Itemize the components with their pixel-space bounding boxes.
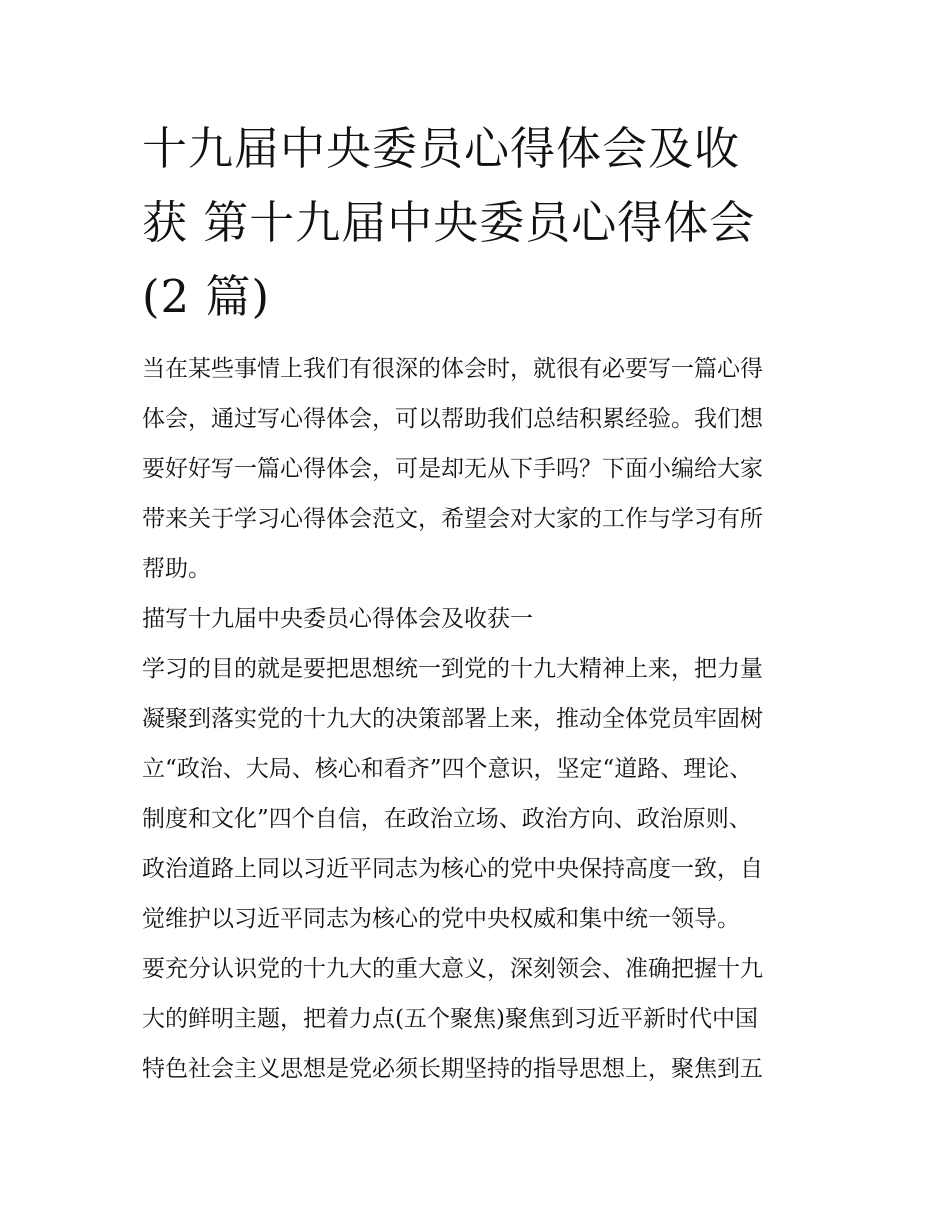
- intro-paragraph: 当在某些事情上我们有很深的体会时，就很有必要写一篇心得 体会，通过写心得体会，可以帮助我们总结积累经验。我们想 要好好写一篇心得体会，可是却无从下手吗？下面小编给大家 带来关于学习心得体会范文，希望会对大家的工作与学习有所 帮助。: [142, 356, 763, 582]
- document-content: [142, 112, 812, 1094]
- body-paragraph-2: 要充分认识党的十九大的重大意义，深刻领会、准确把握十九 大的鲜明主题，把着力点(五个聚焦)聚焦到习近平新时代中国 特色社会主义思想是党必须长期坚持的指导思想上，聚焦到五: [142, 956, 763, 1082]
- section-heading: 描写十九届中央委员心得体会及收获一: [142, 606, 533, 632]
- body-paragraph-1: 学习的目的就是要把思想统一到党的十九大精神上来，把力量 凝聚到落实党的十九大的决策部署上来，推动全体党员牢固树 立“政治、大局、核心和看齐”四个意识，坚定“道路、理论、 制度和文化”四个自信，在政治立场、政治方向、政治原则、 政治道路上同以习近平同志为核心的党中央保持高度一致，自 觉维护以习近平同志为核心的党中央权威和集中统一领导。: [142, 656, 763, 932]
- document-title: 十九届中央委员心得体会及收 获 第十九届中央委员心得体会 (2 篇): [142, 122, 756, 323]
